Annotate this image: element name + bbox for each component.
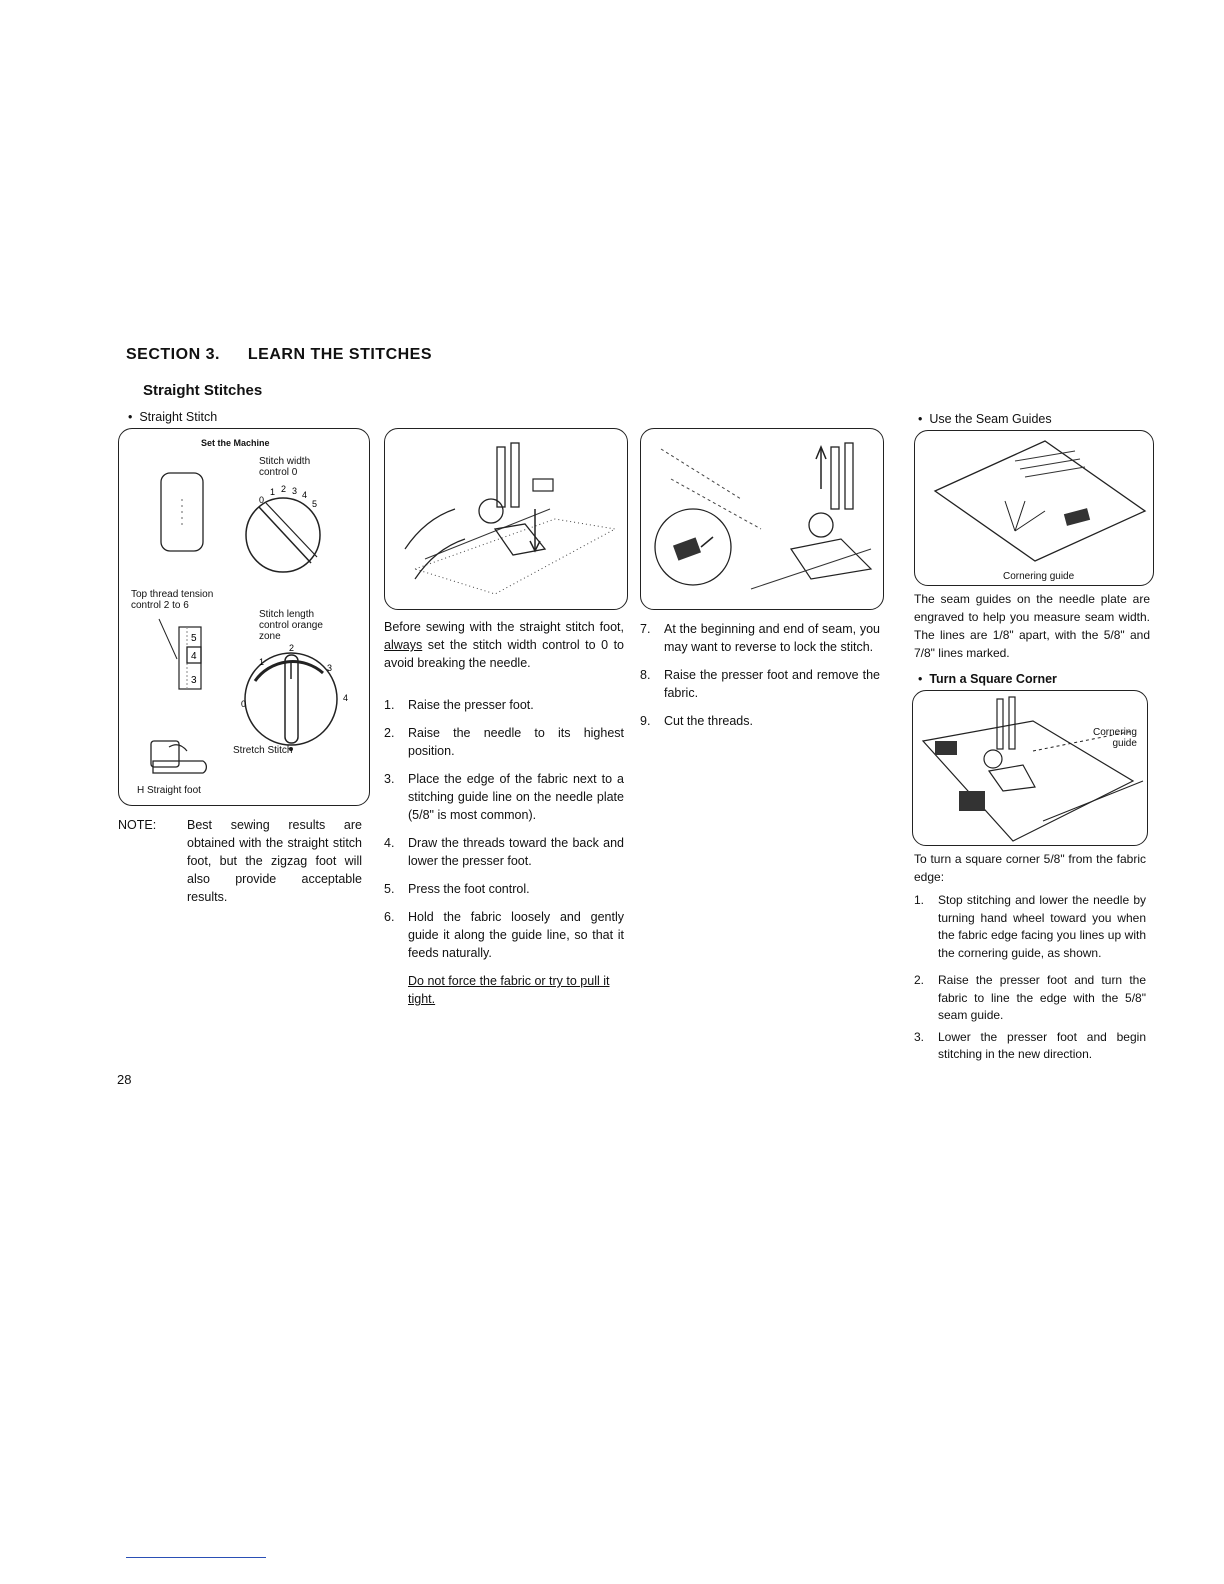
seam-guide-line	[1043, 781, 1143, 821]
note-text: Best sewing results are obtained with the straight stitch foot, but the zigzag foot will also provide acceptable results.	[187, 818, 362, 904]
bullet-dot: •	[918, 412, 930, 426]
section-heading	[126, 346, 432, 364]
presser-foot	[989, 765, 1035, 791]
step-text: Raise the needle to its highest position.	[408, 726, 624, 758]
step-text: Place the edge of the fabric next to a stitching guide line on the needle plate (5/8" is most common).	[408, 772, 624, 822]
bullet-seam-guides-label: Use the Seam Guides	[929, 412, 1052, 426]
intro-paragraph	[384, 618, 624, 672]
stretch-stitch-label: Stretch Stitch	[233, 745, 293, 756]
width-tick-0: 0	[259, 495, 265, 505]
needle-plate-drawing	[915, 431, 1154, 586]
tension-leader-line	[159, 619, 177, 659]
width-tick-5: 5	[312, 499, 318, 509]
stitch-width-pointer	[259, 507, 311, 563]
straight-stitch-steps	[384, 696, 624, 972]
reverse-stitch-steps	[640, 620, 880, 740]
step-text: Draw the threads toward the back and lower the presser foot.	[408, 836, 624, 868]
fabric-outline	[415, 519, 615, 594]
guiding-hand	[405, 509, 465, 579]
list-item	[640, 620, 880, 656]
stitch-patch-top	[935, 741, 957, 755]
reverse-stitch-drawing	[641, 429, 884, 610]
stitch-width-label-line1: Stitch width	[259, 456, 311, 467]
presser-bar	[1009, 697, 1015, 749]
stitch-detail	[673, 537, 701, 560]
tension-digit-3: 3	[191, 675, 197, 686]
length-tick-1: 1	[259, 657, 265, 667]
note-label: NOTE:	[118, 818, 157, 832]
bullet-seam-guides	[918, 412, 1052, 426]
cornering-guide-leaders	[1005, 501, 1045, 531]
seam-guides-illustration	[914, 430, 1154, 586]
tension-label	[131, 589, 213, 611]
stitch-patch-bottom	[959, 791, 985, 811]
step-number: 3.	[384, 772, 395, 786]
tension-digit-5: 5	[191, 633, 197, 644]
bullet-straight-stitch	[128, 410, 217, 424]
list-item	[914, 972, 1146, 1025]
step-number: 3.	[914, 1029, 925, 1044]
length-tick-2: 2	[289, 643, 295, 653]
orange-zone-arc	[255, 662, 323, 681]
cornering-guide-callout-line2: guide	[1112, 738, 1137, 749]
list-item	[640, 712, 880, 730]
cornering-guide-label: Cornering guide	[1003, 571, 1075, 582]
tension-digit-4: 4	[191, 651, 197, 662]
stitch-length-label	[259, 609, 323, 642]
reverse-arrow	[701, 537, 713, 547]
subsection-title: Straight Stitches	[143, 382, 263, 399]
intro-part-2: set the stitch width control to 0 to avoid breaking the needle.	[384, 638, 624, 670]
needle-bar	[497, 447, 505, 507]
feed-dog-slot	[1064, 508, 1090, 526]
seam-guides-text: The seam guides on the needle plate are engraved to help you measure seam width. The lines are 1/8" apart, with the 5/8" and 7/8" lines marked.	[914, 592, 1150, 660]
list-item	[640, 666, 880, 702]
section-number: SECTION 3.	[126, 346, 220, 363]
step-number: 2.	[914, 973, 925, 987]
list-item	[384, 880, 624, 898]
step-text: Stop stitching and lower the needle by turning hand wheel toward you when the fabric edge facing you lines up with the cornering guide, as shown.	[938, 893, 1146, 960]
bullet-straight-stitch-label: Straight Stitch	[139, 410, 218, 424]
step-number: 4.	[384, 836, 395, 850]
list-item	[384, 834, 624, 870]
step-text: At the beginning and end of seam, you may want to reverse to lock the stitch.	[664, 622, 880, 654]
presser-bar	[511, 443, 519, 507]
cornering-guide-callout-line1: Cornering	[1093, 727, 1137, 738]
square-corner-steps	[914, 892, 1146, 1074]
bullet-dot: •	[128, 410, 140, 424]
step-number: 5.	[384, 882, 395, 896]
presser-screw	[984, 750, 1002, 768]
seam-guide-lines	[1015, 451, 1085, 477]
fabric-edge	[751, 549, 871, 589]
step-text: Raise the presser foot and remove the fabric.	[664, 668, 880, 700]
thread-guide	[533, 479, 553, 491]
step-text: Press the foot control.	[408, 882, 530, 896]
width-tick-3: 3	[292, 486, 298, 496]
step-number: 9.	[640, 714, 651, 728]
step-number: 7.	[640, 622, 651, 636]
intro-always: always	[384, 638, 423, 652]
needle-bar	[997, 699, 1003, 749]
bullet-dot: •	[918, 672, 930, 686]
straight-stitch-drawing	[385, 429, 628, 610]
step-number: 6.	[384, 910, 395, 924]
step-text: Lower the presser foot and begin stitching in the new direction.	[938, 1029, 1146, 1061]
footer-rule	[126, 1557, 266, 1558]
length-tick-0: 0	[241, 699, 247, 709]
tension-dial-body	[179, 627, 201, 689]
step-number: 2.	[384, 726, 395, 740]
needle-plate-outline	[935, 441, 1145, 561]
bullet-square-corner	[918, 672, 1057, 686]
presser-bar	[845, 443, 853, 509]
tension-label-line1: Top thread tension	[131, 589, 214, 600]
list-item	[384, 696, 624, 714]
fabric-lines	[661, 449, 761, 529]
presser-foot	[791, 539, 871, 579]
needle-bar	[831, 447, 839, 509]
step-text: Raise the presser foot.	[408, 698, 534, 712]
list-item	[384, 908, 624, 962]
reverse-stitch-illustration	[640, 428, 884, 610]
square-corner-illustration	[912, 690, 1148, 846]
list-item	[384, 724, 624, 760]
square-corner-drawing	[913, 691, 1148, 846]
warning-text: Do not force the fabric or try to pull it tight.	[408, 974, 610, 1006]
width-tick-4: 4	[302, 490, 308, 500]
stitch-width-pointer-edge	[266, 503, 317, 557]
list-item	[384, 770, 624, 824]
step-text: Cut the threads.	[664, 714, 753, 728]
intro-part-1: Before sewing with the straight stitch foot,	[384, 620, 624, 634]
presser-screw	[809, 513, 833, 537]
stitch-length-label-line3: zone	[259, 631, 281, 642]
length-tick-4: 4	[343, 693, 349, 703]
step-number: 1.	[384, 698, 395, 712]
stitch-length-label-line1: Stitch length	[259, 609, 315, 620]
length-tick-3: 3	[327, 663, 333, 673]
page-number: 28	[117, 1072, 132, 1087]
stitch-length-label-line2: control orange	[259, 620, 323, 631]
tension-label-line2: control 2 to 6	[131, 600, 189, 611]
step-text: Hold the fabric loosely and gently guide it along the guide line, so that it feeds naturally.	[408, 910, 624, 960]
square-corner-intro: To turn a square corner 5/8" from the fabric edge:	[914, 852, 1146, 884]
stitch-width-label-line2: control 0	[259, 467, 298, 478]
list-item	[914, 1029, 1146, 1064]
width-tick-1: 1	[270, 487, 276, 497]
straight-stitch-illustration	[384, 428, 628, 610]
straight-foot-screw	[169, 745, 187, 751]
list-item	[914, 892, 1146, 962]
step-number: 8.	[640, 668, 651, 682]
section-title: LEARN THE STITCHES	[247, 346, 433, 363]
set-machine-title: Set the Machine	[201, 438, 270, 448]
width-tick-2: 2	[281, 484, 287, 494]
set-machine-box	[118, 428, 370, 806]
presser-foot	[495, 524, 545, 555]
cornering-guide-callout	[1093, 727, 1137, 749]
step-number: 1.	[914, 893, 925, 907]
bullet-square-corner-label: Turn a Square Corner	[929, 672, 1057, 686]
straight-foot-label: H Straight foot	[137, 785, 201, 796]
presser-screw	[479, 499, 503, 523]
step-text: Raise the presser foot and turn the fabric to line the edge with the 5/8" seam guide.	[938, 973, 1146, 1022]
